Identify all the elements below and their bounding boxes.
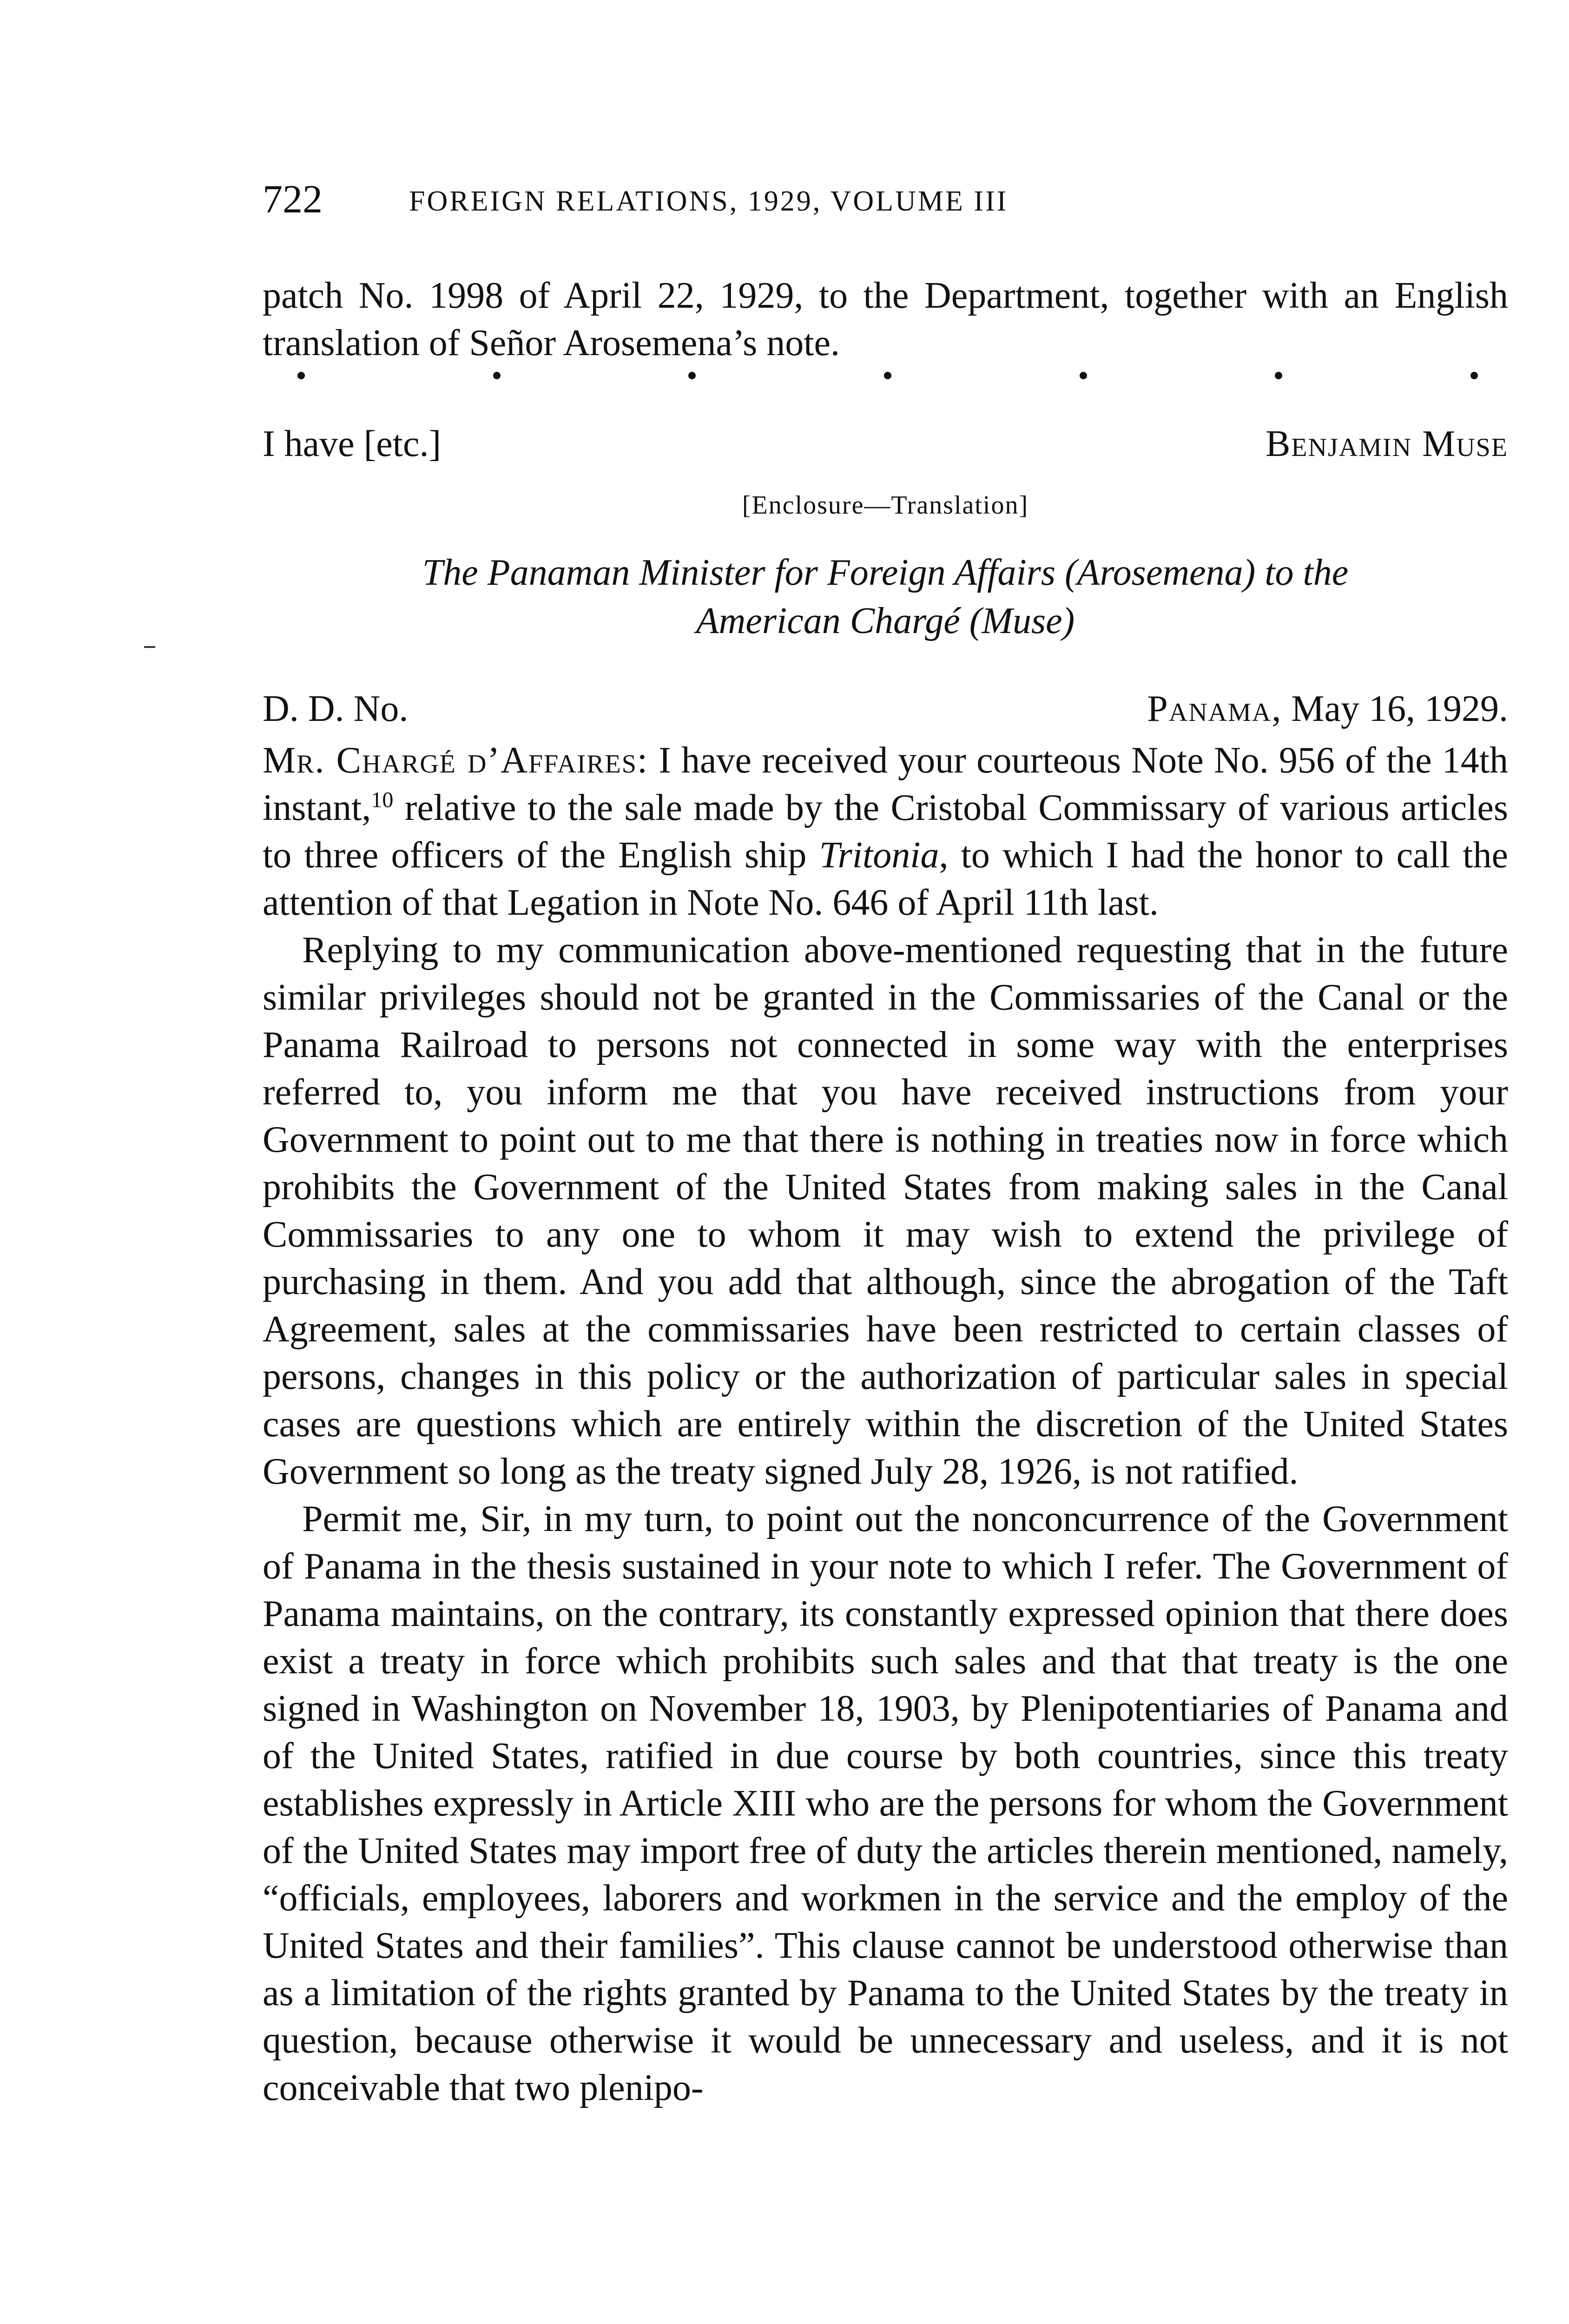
- ellipsis-dot: [493, 372, 501, 379]
- ellipsis-dot: [1080, 372, 1087, 379]
- ellipsis-dots: [297, 372, 1478, 379]
- body-p1-part-a: I have received your courteous Note No. 956 of the 14th instant,: [263, 740, 1509, 828]
- letter-body: [263, 737, 1508, 2112]
- place: Panama,: [1147, 688, 1282, 729]
- body-p1-part-b: relative to the sale made by the Cristobal Commissary of various articles to three officers of the English ship: [263, 787, 1508, 876]
- running-head: [263, 176, 1508, 227]
- salutation: Mr. Chargé d’Affaires:: [263, 740, 649, 781]
- ellipsis-dot: [688, 372, 696, 379]
- place-date: [1147, 688, 1508, 730]
- ellipsis-dot: [297, 372, 305, 379]
- body-paragraph-3: Permit me, Sir, in my turn, to point out the nonconcurrence of the Government of Panama in the thesis sustained in your note to which I refer. The Government of Panama maintains, on the contrary, its constantly expressed opinion that there does exist a treaty in force which prohibits such sales and that that treaty is the one signed in Washington on November 18, 1903, by Plenipotentiaries of Panama and of the United States, ratified in due course by both countries, since this treaty establishes expressly in Article XIII who are the persons for whom the Government of the United States may import free of duty the articles therein mentioned, namely, “officials, employees, laborers and workmen in the service and the employ of the United States and their families”. This clause cannot be understood otherwise than as a limitation of the rights granted by Panama to the United States by the treaty in question, because otherwise it would be unnecessary and useless, and it is not conceivable that two plenipo-: [263, 1499, 1508, 2108]
- footnote-reference: 10: [371, 787, 394, 812]
- enclosure-label: [Enclosure—Translation]: [742, 491, 1029, 520]
- page-number: 722: [263, 177, 323, 221]
- body-paragraph-1: [263, 737, 1508, 926]
- intro-paragraph: patch No. 1998 of April 22, 1929, to the Department, together with an English translation of Señor Arosemena’s note.: [263, 275, 1508, 363]
- closing-phrase: I have [etc.]: [263, 423, 442, 464]
- margin-mark: [144, 646, 155, 648]
- document-heading-line-1: The Panaman Minister for Foreign Affairs (Arosemena) to the: [422, 552, 1349, 593]
- ellipsis-dot: [1275, 372, 1282, 379]
- date: May 16, 1929.: [1291, 688, 1508, 729]
- closing-line: [263, 423, 1508, 474]
- body-p1-part-c: , to which I had the honor to call the attention of that Legation in Note No. 646 of April 11th last.: [263, 835, 1508, 923]
- ship-name: Tritonia: [819, 835, 939, 876]
- document-heading-line-2: American Chargé (Muse): [696, 601, 1075, 641]
- running-title: FOREIGN RELATIONS, 1929, VOLUME III: [409, 185, 1009, 217]
- document-number: D. D. No.: [263, 688, 409, 729]
- dateline: [263, 688, 1508, 739]
- body-paragraph-2: Replying to my communication above-mentioned requesting that in the future similar privileges should not be granted in the Commissaries of the Canal or the Panama Railroad to persons not connected in some way with the enterprises referred to, you inform me that you have received instructions from your Government to point out to me that there is nothing in treaties now in force which prohibits the Government of the United States from making sales in the Canal Commissaries to any one to whom it may wish to extend the privilege of purchasing in them. And you add that although, since the abrogation of the Taft Agreement, sales at the commissaries have been restricted to certain classes of persons, changes in this policy or the authorization of particular sales in special cases are questions which are entirely within the discretion of the United States Government so long as the treaty signed July 28, 1926, is not ratified.: [263, 930, 1508, 1492]
- document-heading: [263, 548, 1508, 645]
- ellipsis-dot: [1470, 372, 1478, 379]
- signature: Benjamin Muse: [1265, 423, 1508, 464]
- ellipsis-dot: [884, 372, 891, 379]
